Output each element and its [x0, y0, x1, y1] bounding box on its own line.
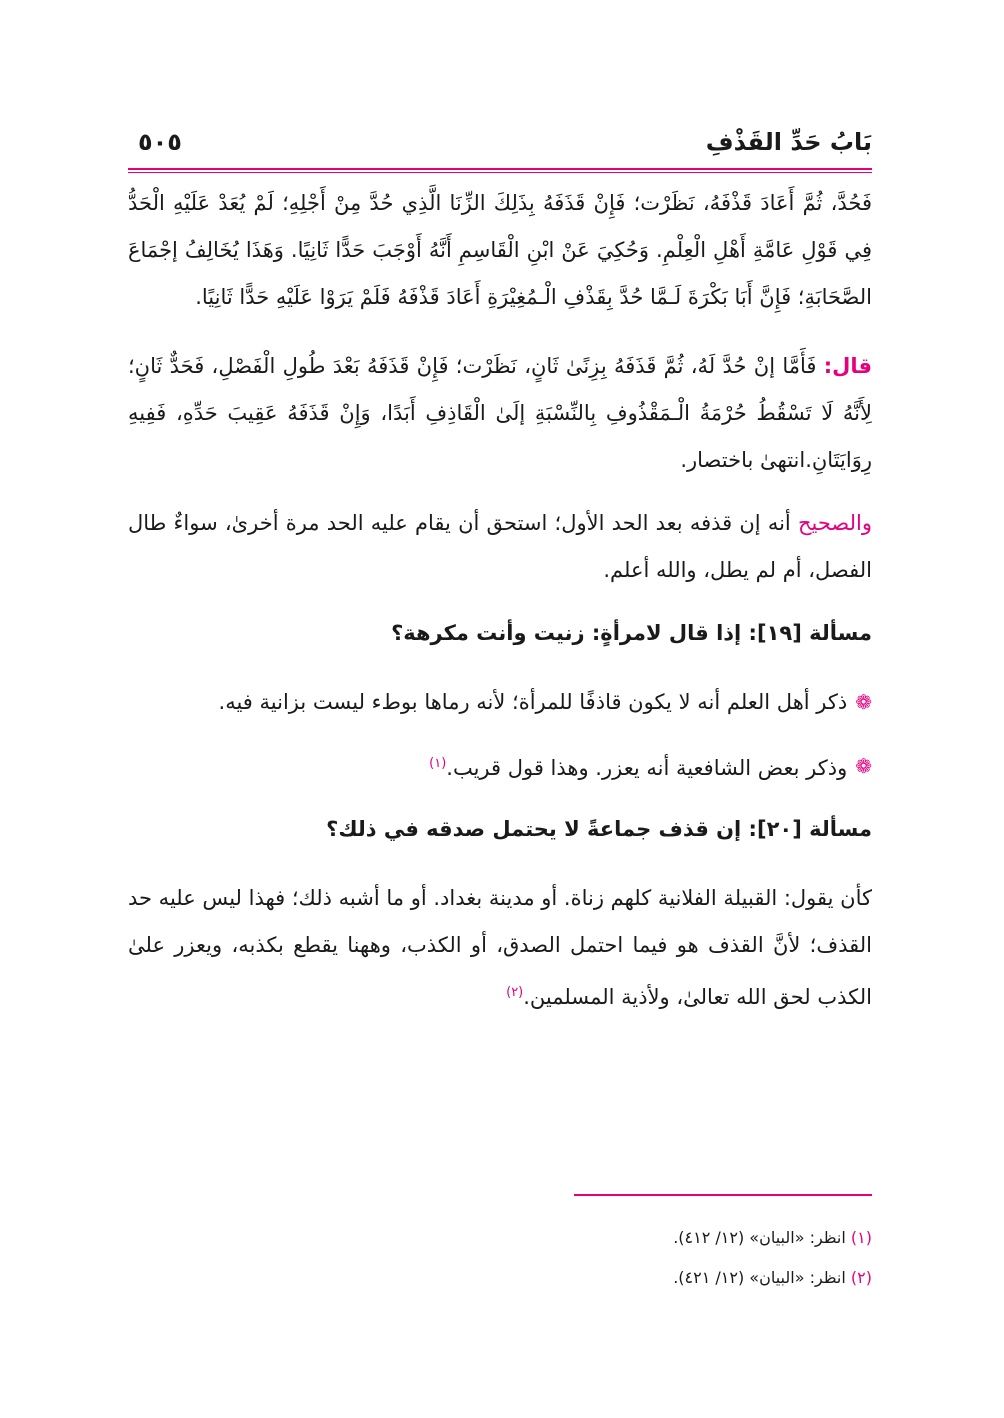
flower-icon: ❁	[855, 753, 872, 778]
issue-20-heading: مسألة [٢٠]: إن قذف جماعةً لا يحتمل صدقه في ذلك؟	[326, 817, 872, 841]
bullet-1	[128, 679, 872, 726]
footnote-2-text: انظر: «البيان» (١٢/ ٤٢١).	[673, 1268, 846, 1287]
footnote-1	[128, 1218, 872, 1258]
header-rule	[128, 168, 872, 173]
footnote-marker-1[interactable]: (١)	[429, 756, 447, 771]
bullet-2-text	[429, 740, 847, 792]
paragraph-4	[128, 875, 872, 1021]
chapter-title: بَابُ حَدِّ القَذْفِ	[705, 128, 872, 156]
bullet-2-body: وذكر بعض الشافعية أنه يعزر. وهذا قول قريب.	[446, 756, 848, 780]
footnote-2	[128, 1258, 872, 1298]
page-header	[128, 128, 872, 164]
paragraph-3	[128, 500, 872, 594]
paragraph-4-text: كأن يقول: القبيلة الفلانية كلهم زناة. أو مدينة بغداد. أو ما أشبه ذلك؛ فهذا ليس عليه حد القذف؛ لأنَّ القذف هو فيما احتمل الصدق، أو الكذب، وههنا يقطع بكذبه، ويعزر علىٰ الكذب لحق الله تعالىٰ، ولأذية المسلمين.	[128, 886, 872, 1009]
paragraph-2-text: فَأَمَّا إنْ حُدَّ لَهُ، ثُمَّ قَذَفَهُ بِزِنًىٰ ثَانٍ، نَظَرْت؛ فَإِنْ قَذَفَهُ بَعْدَ طُولِ الْفَصْلِ، فَحَدٌّ ثَانٍ؛ لِأَنَّهُ لَا تَسْقُطُ حُرْمَةُ الْـمَقْذُوفِ بِالنِّسْبَةِ إلَىٰ الْقَاذِفِ أَبَدًا، وَإِنْ قَذَفَهُ عَقِيبَ حَدِّهِ، فَفِيهِ رِوَايَتَانِ.انتهىٰ باختصار.	[128, 354, 872, 472]
page-number: ٥٠٥	[138, 128, 182, 156]
footnote-2-number: (٢)	[850, 1268, 872, 1287]
paragraph-1: فَحُدَّ، ثُمَّ أَعَادَ قَذْفَهُ، نَظَرْت؛ فَإِنْ قَذَفَهُ بِذَلِكَ الزِّنَا الَّذِي حُدَّ مِنْ أَجْلِهِ؛ لَمْ يُعَدْ عَلَيْهِ الْحَدُّ فِي قَوْلِ عَامَّةِ أَهْلِ الْعِلْمِ. وَحُكِيَ عَنْ ابْنِ الْقَاسِمِ أَنَّهُ أَوْجَبَ حَدًّا ثَانِيًا. وَهَذَا يُخَالِفُ إجْمَاعَ الصَّحَابَةِ؛ فَإِنَّ أَبَا بَكْرَةَ لَـمَّا حُدَّ بِقَذْفِ الْـمُغِيْرَةِ أَعَادَ قَذْفَهُ فَلَمْ يَرَوْا عَلَيْهِ حَدًّا ثَانِيًا.	[128, 191, 872, 309]
footnote-marker-2[interactable]: (٢)	[506, 985, 524, 1000]
footnote-1-text: انظر: «البيان» (١٢/ ٤١٢).	[673, 1228, 846, 1247]
footnote-rule	[574, 1194, 872, 1196]
main-content	[128, 180, 872, 1037]
paragraph-3-lead: والصحيح	[797, 511, 872, 535]
footnotes	[128, 1218, 872, 1298]
paragraph-2-lead: قال:	[823, 354, 872, 378]
paragraph-2	[128, 343, 872, 484]
bullet-2	[128, 740, 872, 792]
footnote-1-number: (١)	[850, 1228, 872, 1247]
flower-icon: ❁	[855, 690, 872, 714]
paragraph-3-text: أنه إن قذفه بعد الحد الأول؛ استحق أن يقام عليه الحد مرة أخرىٰ، سواءٌ طال الفصل، أم لم يطل، والله أعلم.	[128, 511, 872, 582]
issue-19-heading: مسألة [١٩]: إذا قال لامرأةٍ: زنيت وأنت مكرهة؟	[391, 621, 872, 645]
bullet-1-text: ذكر أهل العلم أنه لا يكون قاذفًا للمرأة؛ لأنه رماها بوطء ليست بزانية فيه.	[218, 690, 848, 714]
